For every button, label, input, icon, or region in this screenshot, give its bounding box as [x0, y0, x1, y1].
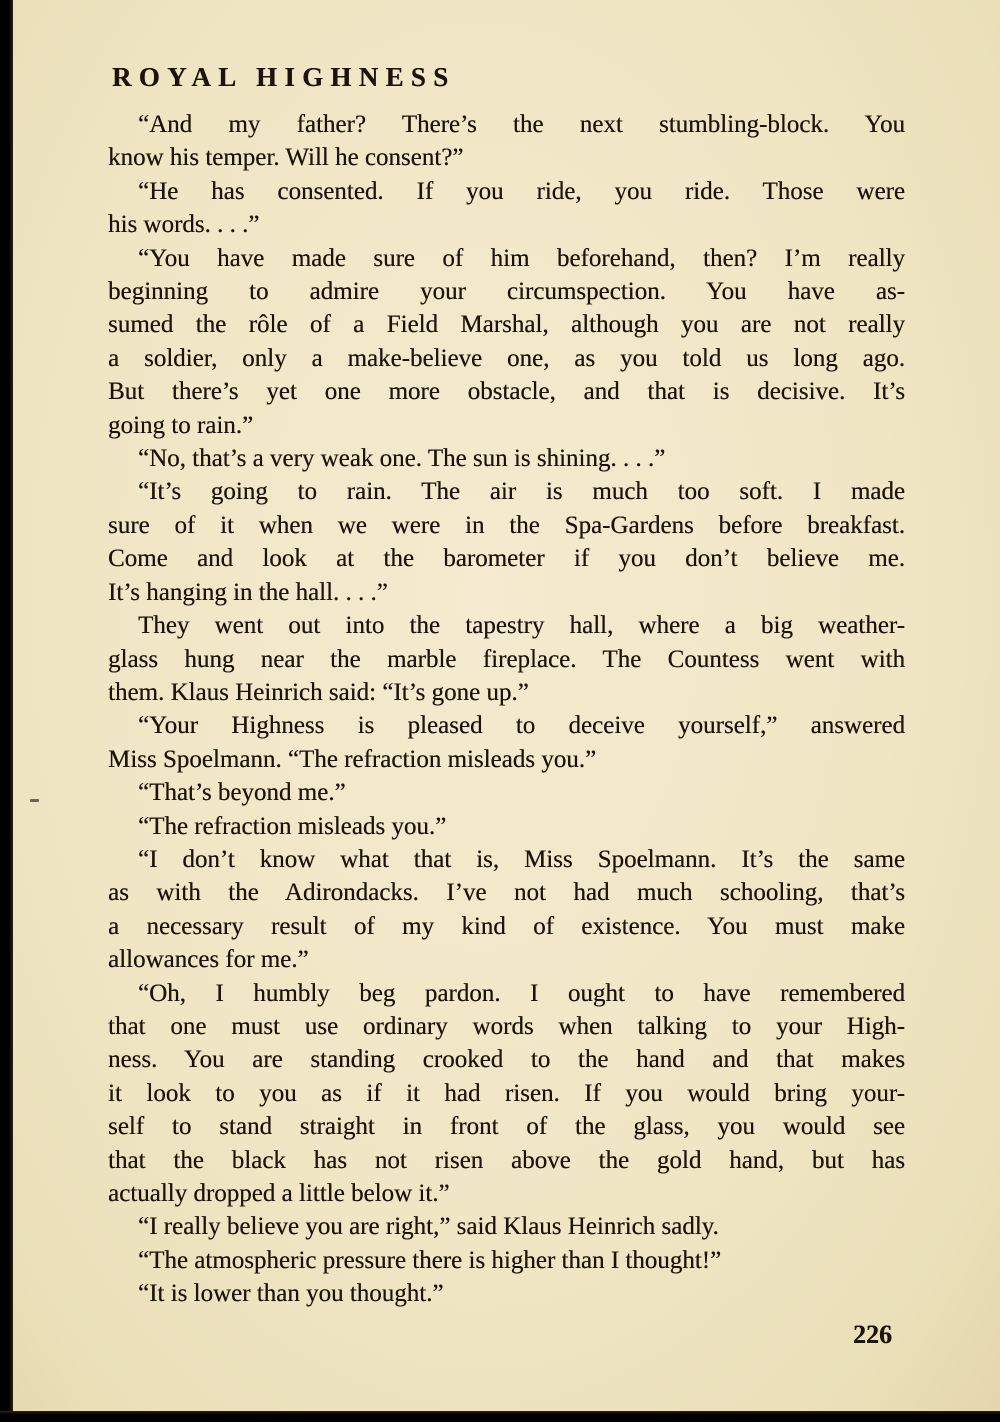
- text-line: beginning to admire your circumspection. You have as-: [108, 278, 905, 306]
- running-header: ROYAL HIGHNESS: [112, 62, 456, 92]
- paragraph: [108, 1244, 905, 1277]
- paragraph: [108, 1210, 905, 1243]
- text-line: going to rain.”: [108, 411, 254, 439]
- scan-edge-bottom: [0, 1411, 1000, 1422]
- paragraph: [108, 810, 905, 843]
- text-line: as with the Adirondacks. I’ve not had much schooling, that’s: [108, 879, 905, 907]
- text-line: “The atmospheric pressure there is higher than I thought!”: [138, 1246, 722, 1274]
- paragraph: [108, 475, 905, 609]
- text-line: self to stand straight in front of the glass, you would see: [108, 1113, 905, 1141]
- text-line: know his temper. Will he consent?”: [108, 144, 464, 172]
- text-line: a soldier, only a make-believe one, as you told us long ago.: [108, 344, 905, 372]
- text-line: “I don’t know what that is, Miss Spoelmann. It’s the same: [138, 845, 905, 873]
- text-line: them. Klaus Heinrich said: “It’s gone up.”: [108, 678, 529, 706]
- text-line: glass hung near the marble fireplace. The Countess went with: [108, 645, 905, 673]
- text-line: “That’s beyond me.”: [138, 779, 346, 807]
- text-line: that the black has not risen above the gold hand, but has: [108, 1146, 905, 1174]
- paragraph: [108, 776, 905, 809]
- text-line: actually dropped a little below it.”: [108, 1180, 450, 1207]
- paragraph: [108, 108, 905, 175]
- text-line: “I really believe you are right,” said Klaus Heinrich sadly.: [138, 1213, 719, 1241]
- text-line: allowances for me.”: [108, 946, 309, 974]
- paragraph: [108, 242, 905, 442]
- paragraph: [108, 977, 905, 1211]
- paragraph: [108, 609, 905, 709]
- text-line: a necessary result of my kind of existence. You must make: [108, 912, 905, 940]
- text-line: “It’s going to rain. The air is much too soft. I made: [138, 478, 905, 506]
- page-number: 226: [853, 1319, 892, 1349]
- text-line: ness. You are standing crooked to the hand and that makes: [108, 1046, 905, 1074]
- text-line: “The refraction misleads you.”: [138, 812, 447, 840]
- text-line: that one must use ordinary words when talking to your High-: [108, 1012, 905, 1040]
- text-line: “No, that’s a very weak one. The sun is shining. . . .”: [138, 445, 666, 473]
- text-line: “Your Highness is pleased to deceive yourself,” answered: [138, 712, 905, 740]
- text-line: “You have made sure of him beforehand, then? I’m really: [138, 244, 905, 272]
- text-line: “And my father? There’s the next stumbling-block. You: [138, 111, 905, 138]
- text-line: “He has consented. If you ride, you ride. Those were: [138, 177, 905, 205]
- paragraph: [108, 175, 905, 242]
- text-line: “It is lower than you thought.”: [138, 1280, 444, 1308]
- paragraph: [108, 843, 905, 977]
- text-line: Come and look at the barometer if you don’t believe me.: [108, 545, 905, 573]
- scan-edge-left: [0, 0, 13, 1422]
- text-line: “Oh, I humbly beg pardon. I ought to have remembered: [138, 979, 905, 1007]
- text-line: Miss Spoelmann. “The refraction misleads you.”: [108, 745, 597, 773]
- text-line: his words. . . .”: [108, 211, 260, 239]
- paragraph: [108, 709, 905, 776]
- text-line: But there’s yet one more obstacle, and that is decisive. It’s: [108, 378, 905, 406]
- text-line: it look to you as if it had risen. If you would bring your-: [108, 1079, 905, 1107]
- paragraph: [108, 442, 905, 475]
- text-line: sure of it when we were in the Spa-Gardens before breakfast.: [108, 511, 905, 539]
- paragraph: [108, 1277, 905, 1310]
- text-line: They went out into the tapestry hall, where a big weather-: [138, 612, 905, 640]
- text-line: It’s hanging in the hall. . . .”: [108, 578, 388, 606]
- body-text: [108, 108, 905, 1311]
- text-line: sumed the rôle of a Field Marshal, although you are not really: [108, 311, 905, 339]
